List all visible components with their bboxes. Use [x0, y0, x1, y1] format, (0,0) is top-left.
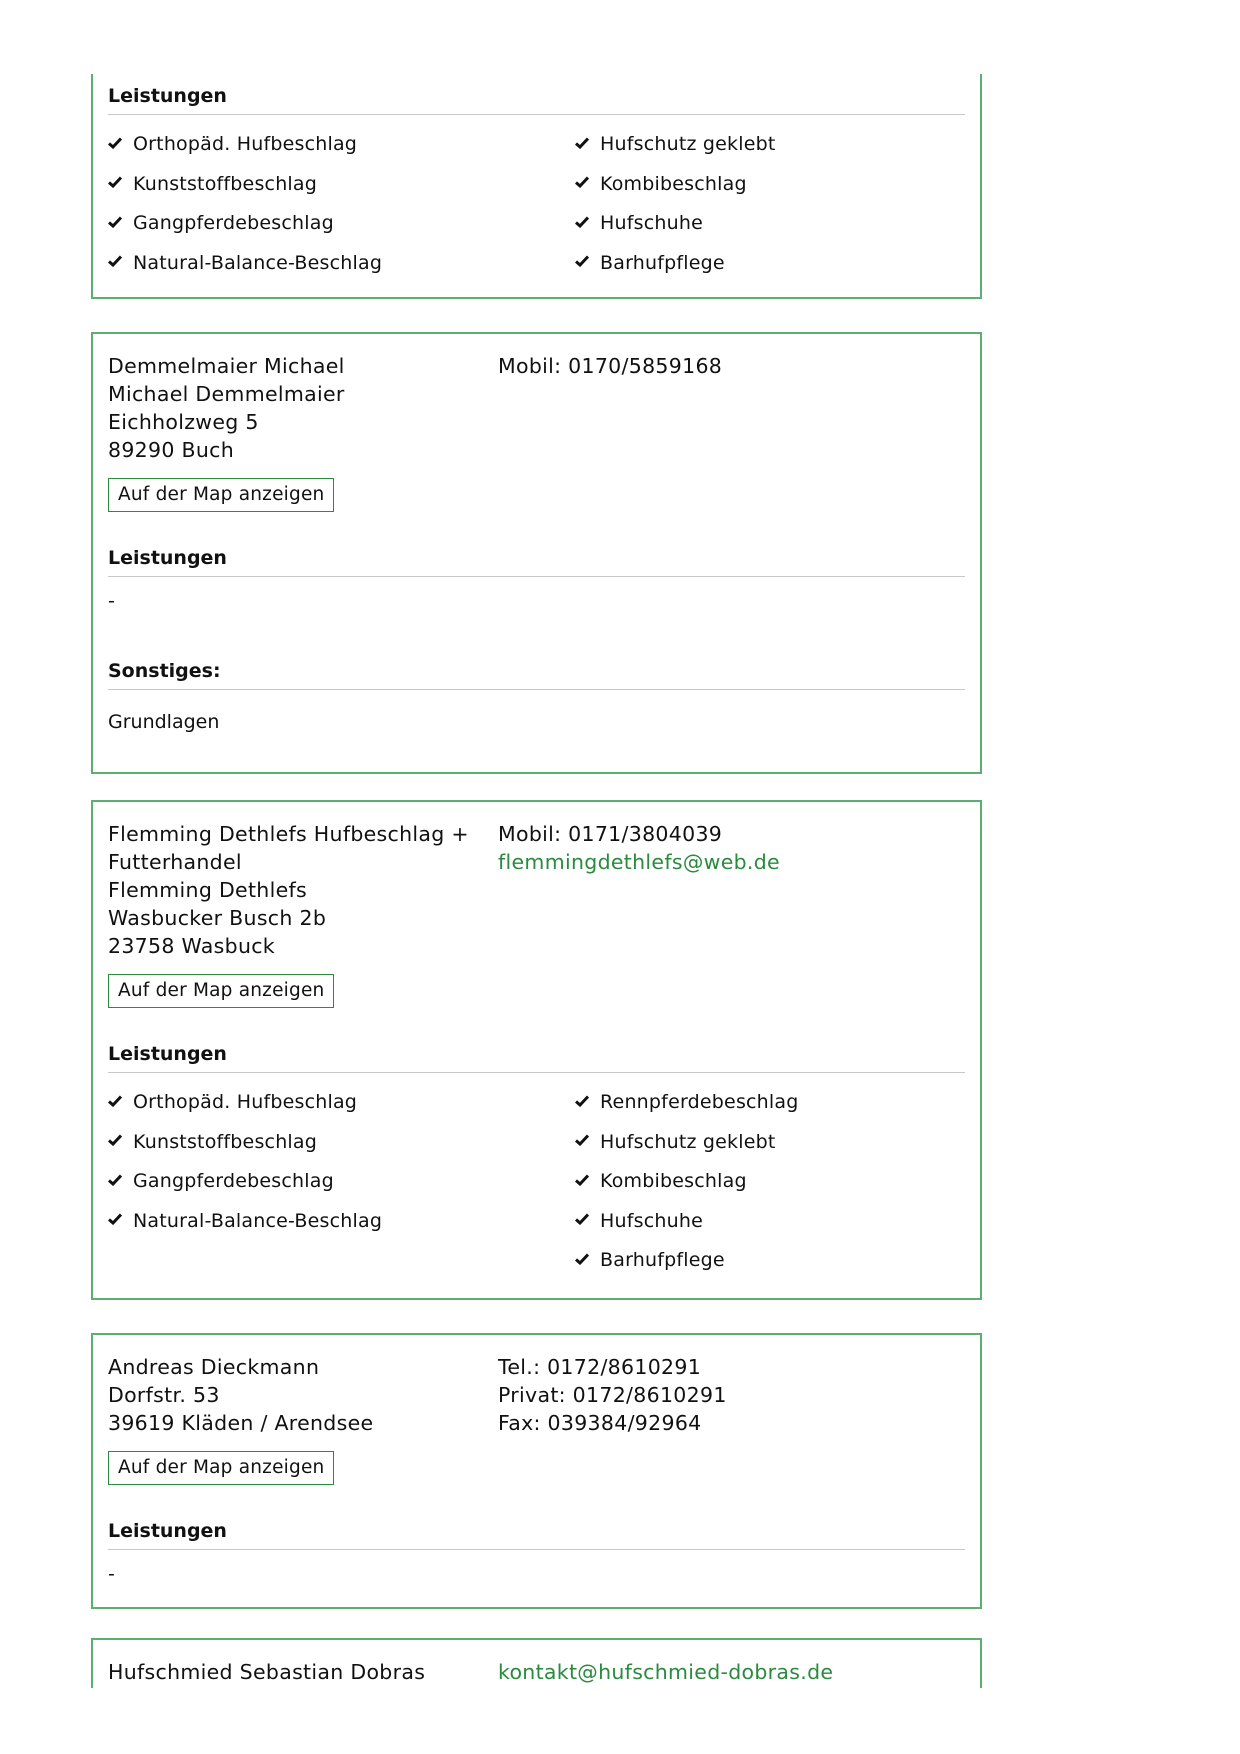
other-text: Grundlagen	[108, 711, 220, 733]
check-icon	[108, 255, 122, 267]
fax-line: Fax: 039384/92964	[498, 1411, 702, 1435]
phone-line: Mobil: 0170/5859168	[498, 354, 723, 378]
service-item-empty	[108, 1241, 575, 1281]
address-line: 39619 Kläden / Arendsee	[108, 1411, 374, 1435]
address-line: Hufschmied Sebastian Dobras	[108, 1660, 426, 1684]
phone-line: Mobil: 0171/3804039	[498, 822, 723, 846]
listing-card	[91, 1333, 982, 1609]
service-item: Hufschuhe	[575, 204, 965, 244]
address-line: Futterhandel	[108, 850, 242, 874]
service-item: Kunststoffbeschlag	[108, 1123, 575, 1163]
contact-block	[498, 820, 965, 1008]
check-icon	[108, 137, 122, 149]
email-link[interactable]: kontakt@hufschmied-dobras.de	[498, 1660, 834, 1684]
address-line: Flemming Dethlefs Hufbeschlag +	[108, 822, 469, 846]
address-block	[108, 1353, 498, 1485]
check-icon	[575, 1174, 589, 1186]
check-icon	[575, 137, 589, 149]
check-icon	[575, 255, 589, 267]
check-icon	[108, 176, 122, 188]
service-item: Hufschuhe	[575, 1202, 965, 1242]
address-line: Michael Demmelmaier	[108, 382, 345, 406]
contact-block	[498, 352, 965, 512]
contact-block	[498, 1353, 965, 1485]
service-item: Rennpferdebeschlag	[575, 1083, 965, 1123]
address-line: Flemming Dethlefs	[108, 878, 307, 902]
listing-card	[91, 74, 982, 299]
other-heading: Sonstiges:	[108, 659, 965, 690]
email-link[interactable]: flemmingdethlefs@web.de	[498, 850, 780, 874]
service-item: Kunststoffbeschlag	[108, 165, 575, 205]
address-block	[108, 820, 498, 1008]
services-heading: Leistungen	[108, 84, 965, 115]
services-heading: Leistungen	[108, 1519, 965, 1550]
services-heading: Leistungen	[108, 1042, 965, 1073]
show-on-map-button[interactable]: Auf der Map anzeigen	[108, 974, 334, 1008]
service-item: Gangpferdebeschlag	[108, 204, 575, 244]
contact-block	[498, 1658, 965, 1686]
service-item: Orthopäd. Hufbeschlag	[108, 1083, 575, 1123]
services-list	[108, 125, 965, 283]
address-line: Dorfstr. 53	[108, 1383, 220, 1407]
services-empty: -	[108, 590, 115, 612]
service-item: Orthopäd. Hufbeschlag	[108, 125, 575, 165]
show-on-map-button[interactable]: Auf der Map anzeigen	[108, 1451, 334, 1485]
listing-card	[91, 800, 982, 1300]
service-item: Hufschutz geklebt	[575, 125, 965, 165]
services-empty: -	[108, 1563, 115, 1585]
phone-line: Tel.: 0172/8610291	[498, 1355, 702, 1379]
service-item: Barhufpflege	[575, 244, 965, 284]
service-item: Kombibeschlag	[575, 1162, 965, 1202]
services-heading: Leistungen	[108, 546, 965, 577]
services-list	[108, 1083, 965, 1281]
phone-line: Privat: 0172/8610291	[498, 1383, 727, 1407]
check-icon	[575, 216, 589, 228]
check-icon	[575, 1095, 589, 1107]
check-icon	[108, 1213, 122, 1225]
check-icon	[108, 1134, 122, 1146]
check-icon	[108, 216, 122, 228]
service-item: Kombibeschlag	[575, 165, 965, 205]
address-line: Andreas Dieckmann	[108, 1355, 320, 1379]
address-line: Eichholzweg 5	[108, 410, 259, 434]
address-block	[108, 1658, 498, 1686]
check-icon	[575, 1213, 589, 1225]
address-line: 23758 Wasbuck	[108, 934, 275, 958]
service-item: Gangpferdebeschlag	[108, 1162, 575, 1202]
address-block	[108, 352, 498, 512]
address-line: 89290 Buch	[108, 438, 235, 462]
check-icon	[575, 1253, 589, 1265]
service-item: Natural-Balance-Beschlag	[108, 1202, 575, 1242]
check-icon	[575, 176, 589, 188]
address-line: Wasbucker Busch 2b	[108, 906, 327, 930]
listing-card	[91, 332, 982, 774]
service-item: Natural-Balance-Beschlag	[108, 244, 575, 284]
check-icon	[108, 1095, 122, 1107]
service-item: Barhufpflege	[575, 1241, 965, 1281]
address-line: Demmelmaier Michael	[108, 354, 345, 378]
service-item: Hufschutz geklebt	[575, 1123, 965, 1163]
listing-card	[91, 1638, 982, 1688]
check-icon	[575, 1134, 589, 1146]
check-icon	[108, 1174, 122, 1186]
show-on-map-button[interactable]: Auf der Map anzeigen	[108, 478, 334, 512]
